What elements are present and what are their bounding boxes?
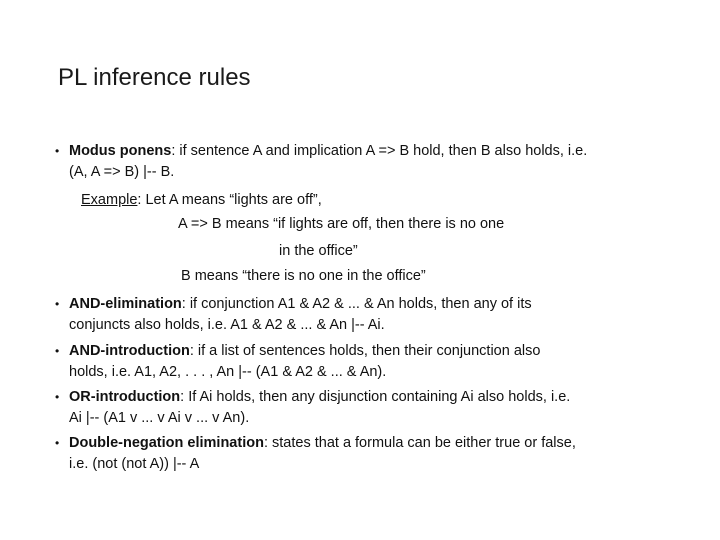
or-introduction-term: OR-introduction: [69, 389, 181, 405]
or-introduction-line-1: [69, 387, 570, 407]
bullet-icon: •: [55, 144, 60, 158]
double-negation-text-1: : states that a formula can be either true or false,: [263, 435, 576, 451]
modus-ponens-line-2: (A, A => B) |-- B.: [69, 164, 175, 180]
and-elimination-term: AND-elimination: [69, 296, 182, 312]
and-elimination-line-1: [69, 294, 532, 314]
page-title: PL inference rules: [58, 64, 251, 91]
and-introduction-text-1: : if a list of sentences holds, then their conjunction also: [189, 343, 541, 359]
bullet-icon: •: [55, 297, 60, 311]
double-negation-line-1: [69, 433, 576, 453]
bullet-icon: •: [55, 344, 60, 358]
modus-ponens-text-1: : if sentence A and implication A => B hold, then B also holds, i.e.: [171, 143, 588, 159]
example-line-1: [81, 190, 322, 210]
and-elimination-line-2: conjuncts also holds, i.e. A1 & A2 & ... & An |-- Ai.: [69, 317, 385, 333]
example-line-3: in the office”: [279, 243, 358, 259]
example-line-2: A => B means “if lights are off, then there is no one: [178, 216, 505, 232]
and-elimination-text-1: : if conjunction A1 & A2 & ... & An holds, then any of its: [181, 296, 532, 312]
modus-ponens-term: Modus ponens: [69, 143, 172, 159]
bullet-icon: •: [55, 390, 60, 404]
double-negation-line-2: i.e. (not (not A)) |-- A: [69, 456, 200, 472]
or-introduction-line-2: Ai |-- (A1 v ... v Ai v ... v An).: [69, 410, 250, 426]
double-negation-term: Double-negation elimination: [69, 435, 264, 451]
modus-ponens-line-1: [69, 141, 587, 161]
and-introduction-term: AND-introduction: [69, 343, 190, 359]
bullet-icon: •: [55, 436, 60, 450]
example-line-4: B means “there is no one in the office”: [181, 268, 426, 284]
example-text-1: : Let A means “lights are off”,: [137, 192, 322, 208]
or-introduction-text-1: : If Ai holds, then any disjunction containing Ai also holds, i.e.: [180, 389, 571, 405]
and-introduction-line-1: [69, 341, 540, 361]
and-introduction-line-2: holds, i.e. A1, A2, . . . , An |-- (A1 & A2 & ... & An).: [69, 364, 387, 380]
example-label: Example: [81, 192, 138, 208]
